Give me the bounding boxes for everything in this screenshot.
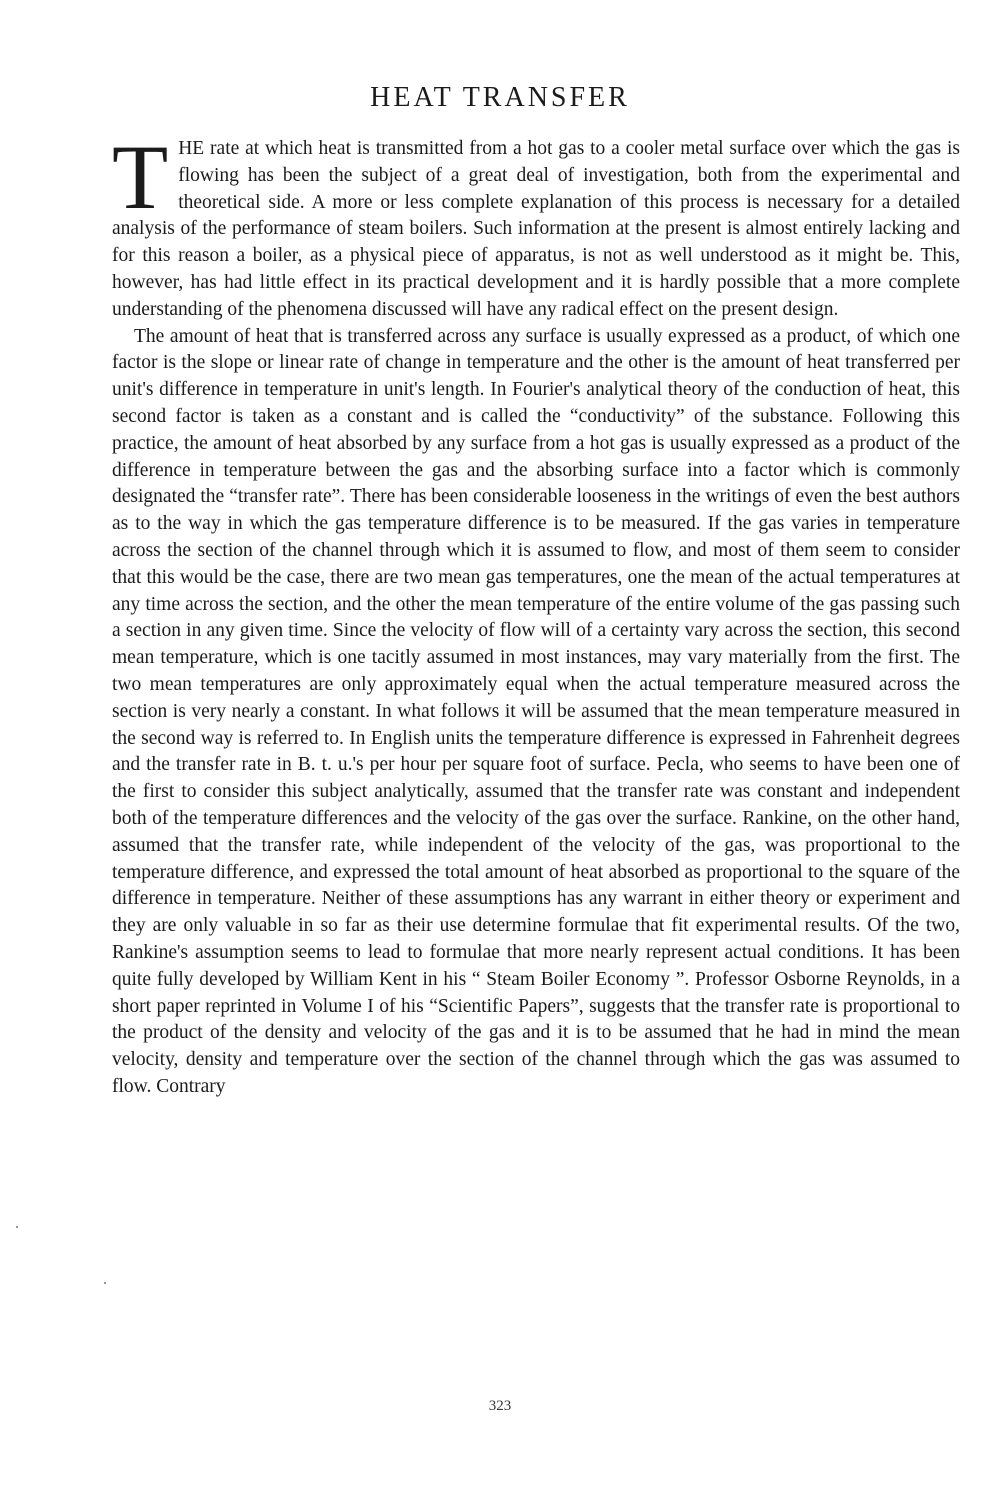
margin-speck [104,1282,106,1284]
margin-speck [16,1226,18,1228]
body-text [112,126,960,1101]
paragraph-intro: THE rate at which heat is transmitted from a hot gas to a cooler metal surface over which the gas is flowing has been the subject of a great deal of investigation, both from the experimental and theoretical side. A more or less complete explanation of this process is necessary for a detailed analysis of the performance of steam boilers. Such information at the present is almost entirely lacking and for this reason a boiler, as a physical piece of apparatus, is not as well understood as it might be. This, however, has had little effect in its practical development and it is hardly possible that a more complete understanding of the phenomena discussed will have any radical effect on the present design. [112,126,960,320]
page-number: 323 [488,1398,512,1414]
paragraph-transfer-rate: The amount of heat that is transferred across any surface is usually expressed as a product, of which one factor is the slope or linear rate of change in temperature and the other is the amount of heat transferred per unit's difference in temperature in unit's length. In Fourier's analytical theory of the conduction of heat, this second factor is taken as a constant and is called the “conductivity” of the substance. Following this practice, the amount of heat absorbed by any surface from a hot gas is usually expressed as a product of the difference in temperature between the gas and the absorbing surface into a factor which is commonly designated the “transfer rate”. There has been considerable looseness in the writings of even the best authors as to the way in which the gas temperature difference is to be measured. If the gas varies in temperature across the section of the channel through which it is assumed to flow, and most of them seem to consider that this would be the case, there are two mean gas temperatures, one the mean of the actual temperatures at any time across the section, and the other the mean temperature of the entire volume of the gas passing such a section in any given time. Since the velocity of flow will of a certainty vary across the section, this second mean temperature, which is one tacitly assumed in most instances, may vary materially from the first. The two mean temperatures are only approximately equal when the actual temperature measured across the section is very nearly a constant. In what follows it will be assumed that the mean temperature measured in the second way is referred to. In English units the temperature difference is expressed in Fahrenheit degrees and the transfer rate in B. t. u.'s per hour per square foot of surface. Pecla, who seems to have been one of the first to consider this subject analytically, assumed that the transfer rate was constant and independent both of the temperature differences and the velocity of the gas over the surface. Rankine, on the other hand, assumed that the transfer rate, while independent of the velocity of the gas, was proportional to the temperature difference, and expressed the total amount of heat absorbed as proportional to the square of the difference in temperature. Neither of these assumptions has any warrant in either theory or experiment and they are only valuable in so far as their use determine formulae that fit experimental results. Of the two, Rankine's assumption seems to lead to formulae that more nearly represent actual conditions. It has been quite fully developed by William Kent in his “ Steam Boiler Economy ”. Professor Osborne Reynolds, in a short paper reprinted in Volume I of his “Scientific Papers”, suggests that the transfer rate is proportional to the product of the density and velocity of the gas and it is to be assumed that he had in mind the mean velocity, density and temperature over the section of the channel through which the gas was assumed to flow. Contrary [112,325,960,1097]
page-title: HEAT TRANSFER [370,82,630,113]
